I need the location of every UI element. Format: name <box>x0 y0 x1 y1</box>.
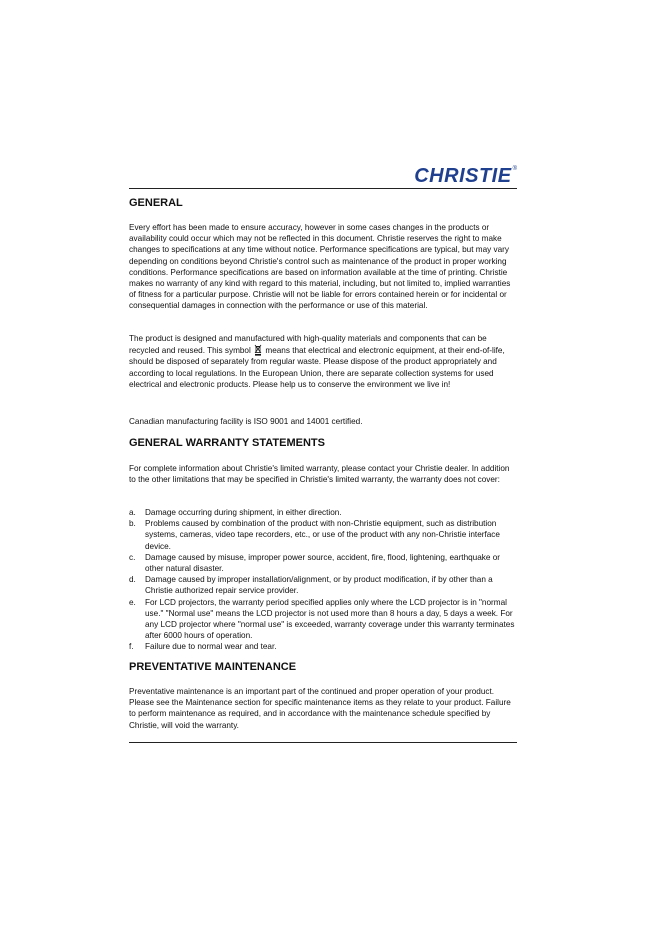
general-heading: GENERAL <box>129 197 183 209</box>
list-marker: d. <box>129 575 136 585</box>
general-paragraph-2 <box>129 333 517 390</box>
list-item-text: Damage caused by improper installation/alignment, or by product modification, if by other than a Christie authorized repair service provider. <box>145 575 493 596</box>
list-item <box>129 507 517 518</box>
list-marker: c. <box>129 552 136 562</box>
warranty-exclusions-list <box>129 507 517 653</box>
list-marker: f. <box>129 642 134 652</box>
warranty-intro: For complete information about Christie's limited warranty, please contact your Christie dealer. In addition to the other limitations that may be specified in Christie's limited warranty, the warranty does not cover: <box>129 464 510 485</box>
registered-mark: ® <box>512 166 517 172</box>
list-item-text: For LCD projectors, the warranty period specified applies only where the LCD projector is in "normal use." "Normal use" means the LCD projector is not used more than 8 hours a day, 5 days a week. For any LCD projector where "normal use" is exceeded, warranty coverage under this warranty terminates after 6000 hours of operation. <box>145 597 515 641</box>
general-paragraph-1: Every effort has been made to ensure accuracy, however in some cases changes in the products or availability could occur which may not be reflected in this document. Christie reserves the right to make changes to specifications at any time without notice. Performance specifications are typical, but may vary depending on conditions beyond Christie's control such as maintenance of the product in proper working conditions. Performance specifications are based on information available at the time of printing. Christie makes no warranty of any kind with regard to this material, including, but not limited to, implied warranties of fitness for a particular purpose. Christie will not be liable for errors contained herein or for incidental or consequential damages in connection with the performance or use of this material. <box>129 223 511 311</box>
weee-bin-icon <box>254 344 262 356</box>
list-item <box>129 597 517 642</box>
bottom-rule <box>129 742 517 743</box>
logo-wordmark: CHRISTIE <box>414 165 512 187</box>
list-item-text: Damage caused by misuse, improper power source, accident, fire, flood, lightening, earthquake or other natural disaster. <box>145 552 500 574</box>
list-item <box>129 574 517 596</box>
top-rule <box>129 188 517 189</box>
list-marker: b. <box>129 519 136 529</box>
maintenance-paragraph: Preventative maintenance is an important part of the continued and proper operation of your product. Please see the Maintenance section for specific maintenance items as they relate to your product. Failure to perform maintenance as required, and in accordance with the maintenance schedule specified by Christie, will void the warranty. <box>129 687 511 730</box>
recycle-text-after: means that electrical and electronic equipment, at their end-of-life, should be disposed of separately from regular waste. Please dispose of the product appropriately and according to local regulations. In the European Union, there are separate collection systems for used electrical and electronic products. Please help us to conserve the environment we live in! <box>129 346 505 389</box>
list-item-text: Failure due to normal wear and tear. <box>145 642 277 652</box>
warranty-heading: GENERAL WARRANTY STATEMENTS <box>129 437 325 449</box>
christie-logo <box>414 165 517 187</box>
list-item <box>129 641 517 652</box>
maintenance-heading: PREVENTATIVE MAINTENANCE <box>129 661 297 673</box>
list-marker: e. <box>129 597 136 607</box>
list-marker: a. <box>129 508 136 517</box>
list-item <box>129 552 517 574</box>
list-item-text: Problems caused by combination of the product with non-Christie equipment, such as distribution systems, cameras, video tape recorders, etc., or use of the product with any non-Christie interface device. <box>145 519 500 551</box>
general-paragraph-3: Canadian manufacturing facility is ISO 9001 and 14001 certified. <box>129 417 363 426</box>
list-item <box>129 518 517 552</box>
list-item-text: Damage occurring during shipment, in either direction. <box>145 508 342 517</box>
recycle-text-before: The product is designed and manufactured with high-quality materials and components that can be recycled and reused. This symbol <box>129 334 487 356</box>
